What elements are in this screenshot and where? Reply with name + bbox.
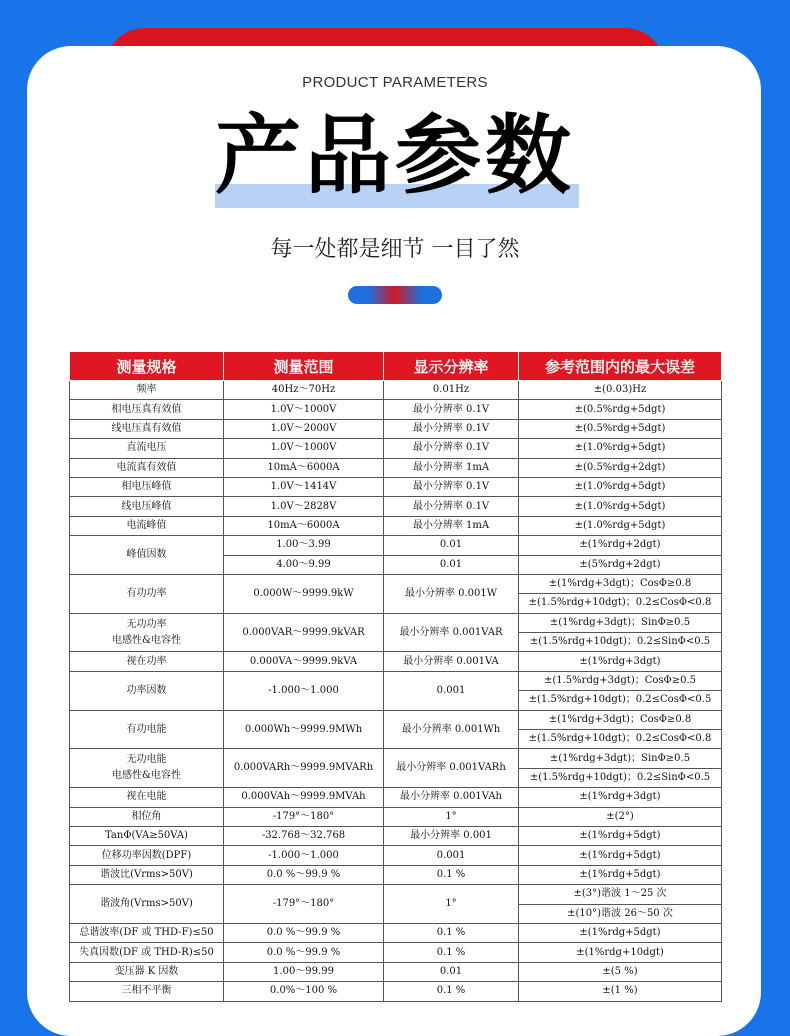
table-row [70, 381, 722, 400]
error-cell: ±(0.5%rdg+5dgt) [519, 400, 722, 419]
table-row [70, 439, 722, 458]
resolution-cell: 最小分辨率 0.001 [384, 826, 519, 845]
range-cell: 0.000W～9999.9kW [224, 574, 384, 613]
range-cell: -1.000～1.000 [224, 846, 384, 865]
range-cell: 1.00～99.99 [224, 962, 384, 981]
decorative-pill [348, 286, 442, 304]
table-row [70, 923, 722, 942]
column-header: 测量范围 [224, 352, 384, 381]
resolution-cell: 最小分辨率 0.001VAh [384, 788, 519, 807]
range-cell: 1.00～3.99 [224, 536, 384, 555]
resolution-cell: 0.01 [384, 536, 519, 555]
error-cell: ±(1%rdg+5dgt) [519, 846, 722, 865]
table-row [70, 865, 722, 884]
spec-cell: 视在功率 [70, 652, 224, 671]
range-cell: 0.000VA～9999.9kVA [224, 652, 384, 671]
spec-cell: 频率 [70, 381, 224, 400]
spec-cell: 有功电能 [70, 710, 224, 749]
table-row [70, 536, 722, 555]
range-cell: 0.0 %～99.9 % [224, 865, 384, 884]
error-cell: ±(1%rdg+3dgt) [519, 652, 722, 671]
error-cell: ±(1.0%rdg+5dgt) [519, 497, 722, 516]
error-cell: ±(1%rdg+3dgt) [519, 788, 722, 807]
spec-cell [70, 613, 224, 652]
resolution-cell: 最小分辨率 0.1V [384, 439, 519, 458]
table-row [70, 652, 722, 671]
resolution-cell: 最小分辨率 0.1V [384, 497, 519, 516]
spec-cell: 线电压峰值 [70, 497, 224, 516]
resolution-cell: 0.001 [384, 671, 519, 710]
resolution-cell: 最小分辨率 1mA [384, 516, 519, 535]
range-cell: 40Hz～70Hz [224, 381, 384, 400]
error-cell: ±(1%rdg+3dgt)；SinΦ≥0.5 [519, 749, 722, 768]
table-row [70, 943, 722, 962]
resolution-cell: 最小分辨率 1mA [384, 458, 519, 477]
table-row [70, 400, 722, 419]
table-row [70, 749, 722, 768]
range-cell: 1.0V～2000V [224, 419, 384, 438]
table-row [70, 710, 722, 729]
range-cell: -32.768～32.768 [224, 826, 384, 845]
table-row [70, 885, 722, 904]
table-row [70, 574, 722, 593]
error-cell: ±(1.5%rdg+10dgt)；0.2≤SinΦ<0.5 [519, 768, 722, 787]
spec-cell: 视在电能 [70, 788, 224, 807]
table-row [70, 846, 722, 865]
spec-cell: 失真因数(DF 或 THD-R)≤50 [70, 943, 224, 962]
range-cell: 10mA～6000A [224, 458, 384, 477]
spec-cell: 谐波比(Vrms>50V) [70, 865, 224, 884]
error-cell: ±(1%rdg+3dgt)；CosΦ≥0.8 [519, 710, 722, 729]
spec-line: 电感性&电容性 [112, 770, 181, 782]
resolution-cell: 最小分辨率 0.001Wh [384, 710, 519, 749]
section-subtitle: 每一处都是细节 一目了然 [270, 237, 520, 262]
spec-cell: 位移功率因数(DPF) [70, 846, 224, 865]
range-cell: 1.0V～2828V [224, 497, 384, 516]
error-cell: ±(5 %) [519, 962, 722, 981]
spec-cell: 相电压真有效值 [70, 400, 224, 419]
error-cell: ±(1%rdg+3dgt)；CosΦ≥0.8 [519, 574, 722, 593]
resolution-cell: 最小分辨率 0.001VARh [384, 749, 519, 788]
resolution-cell: 1° [384, 885, 519, 924]
error-cell: ±(1.5%rdg+10dgt)；0.2≤CosΦ<0.8 [519, 594, 722, 613]
spec-line: 无功电能 [126, 754, 167, 766]
range-cell: -1.000～1.000 [224, 671, 384, 710]
spec-line: 电感性&电容性 [112, 634, 181, 646]
table-row [70, 807, 722, 826]
error-cell: ±(1.5%rdg+10dgt)；0.2≤CosΦ<0.8 [519, 730, 722, 749]
error-cell: ±(0.03)Hz [519, 381, 722, 400]
error-cell: ±(1.5%rdg+10dgt)；0.2≤SinΦ<0.5 [519, 633, 722, 652]
error-cell: ±(1.0%rdg+5dgt) [519, 439, 722, 458]
table-row [70, 826, 722, 845]
table-row [70, 962, 722, 981]
column-header: 显示分辨率 [384, 352, 519, 381]
spec-cell: TanΦ(VA≥50VA) [70, 826, 224, 845]
error-cell: ±(1 %) [519, 982, 722, 1001]
resolution-cell: 最小分辨率 0.1V [384, 419, 519, 438]
table-row [70, 516, 722, 535]
table-row [70, 458, 722, 477]
error-cell: ±(1.5%rdg+3dgt)；CosΦ≥0.5 [519, 671, 722, 690]
resolution-cell: 0.01 [384, 555, 519, 574]
range-cell: 0.0%～100 % [224, 982, 384, 1001]
range-cell: 0.000VAh～9999.9MVAh [224, 788, 384, 807]
error-cell: ±(1.5%rdg+10dgt)；0.2≤CosΦ<0.5 [519, 691, 722, 710]
error-cell: ±(1%rdg+2dgt) [519, 536, 722, 555]
range-cell: 1.0V～1000V [224, 400, 384, 419]
table-row [70, 613, 722, 632]
range-cell: 0.000VAR～9999.9kVAR [224, 613, 384, 652]
table-row [70, 788, 722, 807]
spec-cell: 直流电压 [70, 439, 224, 458]
range-cell: 10mA～6000A [224, 516, 384, 535]
table-row [70, 477, 722, 496]
error-cell: ±(1%rdg+3dgt)；SinΦ≥0.5 [519, 613, 722, 632]
range-cell: 0.0 %～99.9 % [224, 943, 384, 962]
section-title-zh: 产品参数 [215, 106, 575, 206]
error-cell: ±(0.5%rdg+5dgt) [519, 419, 722, 438]
table-row [70, 419, 722, 438]
resolution-cell: 最小分辨率 0.1V [384, 400, 519, 419]
resolution-cell: 1° [384, 807, 519, 826]
range-cell: -179°～180° [224, 885, 384, 924]
error-cell: ±(10°)谐波 26～50 次 [519, 904, 722, 923]
error-cell: ±(2°) [519, 807, 722, 826]
spec-cell: 总谐波率(DF 或 THD-F)≤50 [70, 923, 224, 942]
spec-cell: 相位角 [70, 807, 224, 826]
spec-cell: 线电压真有效值 [70, 419, 224, 438]
range-cell: 0.0 %～99.9 % [224, 923, 384, 942]
spec-cell: 三相不平衡 [70, 982, 224, 1001]
table-row [70, 497, 722, 516]
spec-cell: 变压器 K 因数 [70, 962, 224, 981]
resolution-cell: 0.1 % [384, 865, 519, 884]
error-cell: ±(1.0%rdg+5dgt) [519, 477, 722, 496]
spec-cell: 峰值因数 [70, 536, 224, 575]
table-row [70, 671, 722, 690]
error-cell: ±(0.5%rdg+2dgt) [519, 458, 722, 477]
error-cell: ±(3°)谐波 1～25 次 [519, 885, 722, 904]
error-cell: ±(1%rdg+5dgt) [519, 923, 722, 942]
error-cell: ±(1%rdg+5dgt) [519, 865, 722, 884]
spec-cell: 电流峰值 [70, 516, 224, 535]
resolution-cell: 0.1 % [384, 943, 519, 962]
spec-cell: 功率因数 [70, 671, 224, 710]
error-cell: ±(1.0%rdg+5dgt) [519, 516, 722, 535]
spec-cell: 相电压峰值 [70, 477, 224, 496]
range-cell: -179°～180° [224, 807, 384, 826]
spec-cell: 电流真有效值 [70, 458, 224, 477]
resolution-cell: 最小分辨率 0.1V [384, 477, 519, 496]
spec-cell: 有功功率 [70, 574, 224, 613]
range-cell: 4.00～9.99 [224, 555, 384, 574]
error-cell: ±(5%rdg+2dgt) [519, 555, 722, 574]
resolution-cell: 最小分辨率 0.001VA [384, 652, 519, 671]
resolution-cell: 0.001 [384, 846, 519, 865]
error-cell: ±(1%rdg+5dgt) [519, 826, 722, 845]
column-header: 参考范围内的最大误差 [519, 352, 722, 381]
range-cell: 1.0V～1000V [224, 439, 384, 458]
range-cell: 0.000Wh～9999.9MWh [224, 710, 384, 749]
spec-line: 无功功率 [126, 618, 167, 630]
error-cell: ±(1%rdg+10dgt) [519, 943, 722, 962]
resolution-cell: 最小分辨率 0.001VAR [384, 613, 519, 652]
resolution-cell: 0.1 % [384, 923, 519, 942]
spec-cell [70, 749, 224, 788]
table-header-row [70, 352, 722, 381]
range-cell: 1.0V～1414V [224, 477, 384, 496]
resolution-cell: 0.01 [384, 962, 519, 981]
column-header: 测量规格 [70, 352, 224, 381]
spec-cell: 谐波角(Vrms>50V) [70, 885, 224, 924]
section-title-en: PRODUCT PARAMETERS [302, 74, 488, 91]
table-row [70, 982, 722, 1001]
resolution-cell: 最小分辨率 0.001W [384, 574, 519, 613]
parameters-table [69, 351, 722, 1002]
range-cell: 0.000VARh～9999.9MVARh [224, 749, 384, 788]
resolution-cell: 0.1 % [384, 982, 519, 1001]
resolution-cell: 0.01Hz [384, 381, 519, 400]
